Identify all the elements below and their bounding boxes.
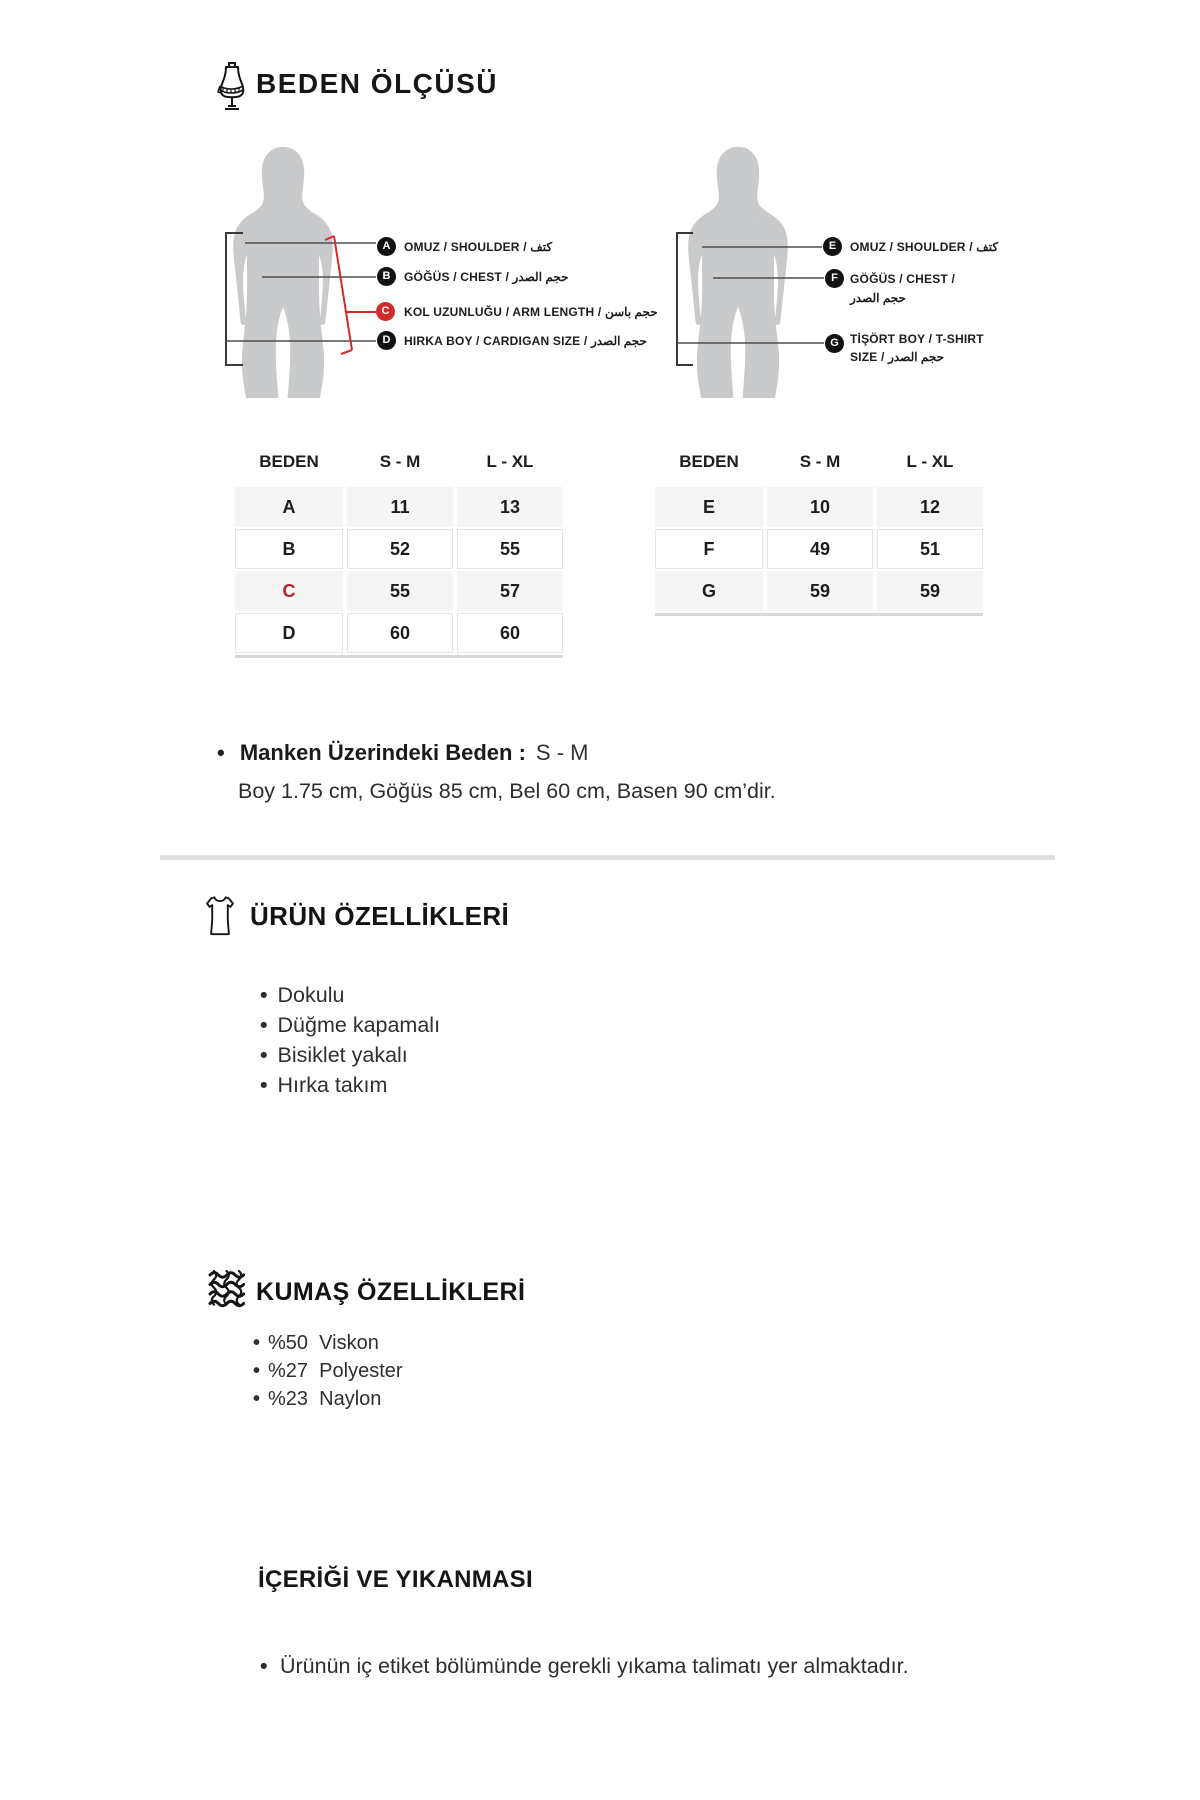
measure-label-F-arabic: حجم الصدر bbox=[850, 291, 906, 305]
cell-lxl: 51 bbox=[877, 529, 983, 569]
measure-label-B: GÖĞÜS / CHEST / حجم الصدر bbox=[404, 270, 569, 284]
measure-badge-F: F bbox=[825, 269, 844, 288]
table-row bbox=[235, 487, 563, 527]
cell-sm: 11 bbox=[347, 487, 453, 527]
fabric-item: • %27 Polyester bbox=[253, 1360, 403, 1383]
cell-key: F bbox=[655, 529, 763, 569]
col-header-beden: BEDEN bbox=[679, 452, 739, 471]
product-features-title: ÜRÜN ÖZELLİKLERİ bbox=[250, 901, 510, 931]
feature-item: • Düğme kapamalı bbox=[260, 1013, 440, 1038]
cell-sm: 55 bbox=[347, 571, 453, 611]
col-header-beden: BEDEN bbox=[259, 452, 319, 471]
table-row bbox=[235, 613, 563, 653]
measure-badge-A: A bbox=[377, 237, 396, 256]
measure-badge-G: G bbox=[825, 334, 844, 353]
table-row bbox=[235, 571, 563, 611]
cell-sm: 52 bbox=[347, 529, 453, 569]
fabric-item: • %23 Naylon bbox=[253, 1388, 381, 1411]
measure-label-G-line2: SIZE / حجم الصدر bbox=[850, 350, 945, 364]
mannequin-size-line bbox=[217, 740, 588, 766]
col-header-sm: S - M bbox=[379, 452, 421, 471]
table-bottom-rule bbox=[655, 613, 983, 616]
table-row bbox=[235, 529, 563, 569]
fabric-weave-icon bbox=[208, 1268, 245, 1313]
mannequin-measurements: Boy 1.75 cm, Göğüs 85 cm, Bel 60 cm, Basen 90 cm’dir. bbox=[238, 779, 776, 803]
female-silhouette-right bbox=[688, 147, 787, 398]
cell-lxl: 57 bbox=[457, 571, 563, 611]
col-header-lxl: L - XL bbox=[906, 452, 954, 471]
cell-sm: 49 bbox=[767, 529, 873, 569]
section-divider bbox=[160, 855, 1055, 860]
measure-label-E: OMUZ / SHOULDER / كتف bbox=[850, 240, 999, 254]
cell-key: A bbox=[235, 487, 343, 527]
feature-item: • Bisiklet yakalı bbox=[260, 1043, 408, 1068]
measure-badge-C: C bbox=[376, 302, 395, 321]
cell-key: G bbox=[655, 571, 763, 611]
cell-key: B bbox=[235, 529, 343, 569]
tshirt-icon bbox=[206, 896, 234, 941]
cell-key: E bbox=[655, 487, 763, 527]
measure-label-G: TİŞÖRT BOY / T-SHIRT bbox=[850, 332, 984, 346]
measure-badge-D: D bbox=[377, 331, 396, 350]
measure-label-D: HIRKA BOY / CARDIGAN SIZE / حجم الصدر bbox=[404, 334, 647, 348]
measure-label-F: GÖĞÜS / CHEST / bbox=[850, 272, 956, 286]
table-header-row bbox=[235, 446, 563, 478]
measure-label-C: KOL UZUNLUĞU / ARM LENGTH / حجم باسن bbox=[404, 305, 658, 319]
cell-key-highlighted: C bbox=[235, 571, 343, 611]
measure-badge-E: E bbox=[823, 237, 842, 256]
size-table-cardigan bbox=[235, 446, 563, 658]
arm-length-red-line bbox=[325, 236, 376, 354]
mannequin-size-label: Manken Üzerindeki Beden : bbox=[239, 740, 526, 765]
table-row bbox=[655, 529, 983, 569]
table-header-row bbox=[655, 446, 983, 478]
measure-badge-B: B bbox=[377, 267, 396, 286]
fabric-item: • %50 Viskon bbox=[253, 1332, 379, 1355]
cell-lxl: 59 bbox=[877, 571, 983, 611]
page-title: BEDEN ÖLÇÜSÜ bbox=[256, 68, 499, 99]
measure-label-A: OMUZ / SHOULDER / كتف bbox=[404, 240, 553, 254]
cell-sm: 59 bbox=[767, 571, 873, 611]
care-title: İÇERİĞİ VE YIKANMASI bbox=[258, 1566, 533, 1593]
cell-sm: 60 bbox=[347, 613, 453, 653]
cell-sm: 10 bbox=[767, 487, 873, 527]
cell-lxl: 12 bbox=[877, 487, 983, 527]
table-row bbox=[655, 571, 983, 611]
table-row bbox=[655, 487, 983, 527]
cell-key: D bbox=[235, 613, 343, 653]
feature-item: • Hırka takım bbox=[260, 1073, 387, 1098]
dress-form-icon bbox=[216, 62, 248, 117]
care-instructions: • Ürünün iç etiket bölümünde gerekli yıkama talimatı yer almaktadır. bbox=[260, 1650, 940, 1683]
cell-lxl: 13 bbox=[457, 487, 563, 527]
cell-lxl: 60 bbox=[457, 613, 563, 653]
cell-lxl: 55 bbox=[457, 529, 563, 569]
female-silhouette-left bbox=[233, 147, 332, 398]
feature-item: • Dokulu bbox=[260, 983, 344, 1008]
mannequin-size-value: S - M bbox=[535, 740, 589, 765]
fabric-features-title: KUMAŞ ÖZELLİKLERİ bbox=[256, 1278, 526, 1306]
col-header-sm: S - M bbox=[799, 452, 841, 471]
table-bottom-rule bbox=[235, 655, 563, 658]
col-header-lxl: L - XL bbox=[486, 452, 534, 471]
size-table-tshirt bbox=[655, 446, 983, 616]
